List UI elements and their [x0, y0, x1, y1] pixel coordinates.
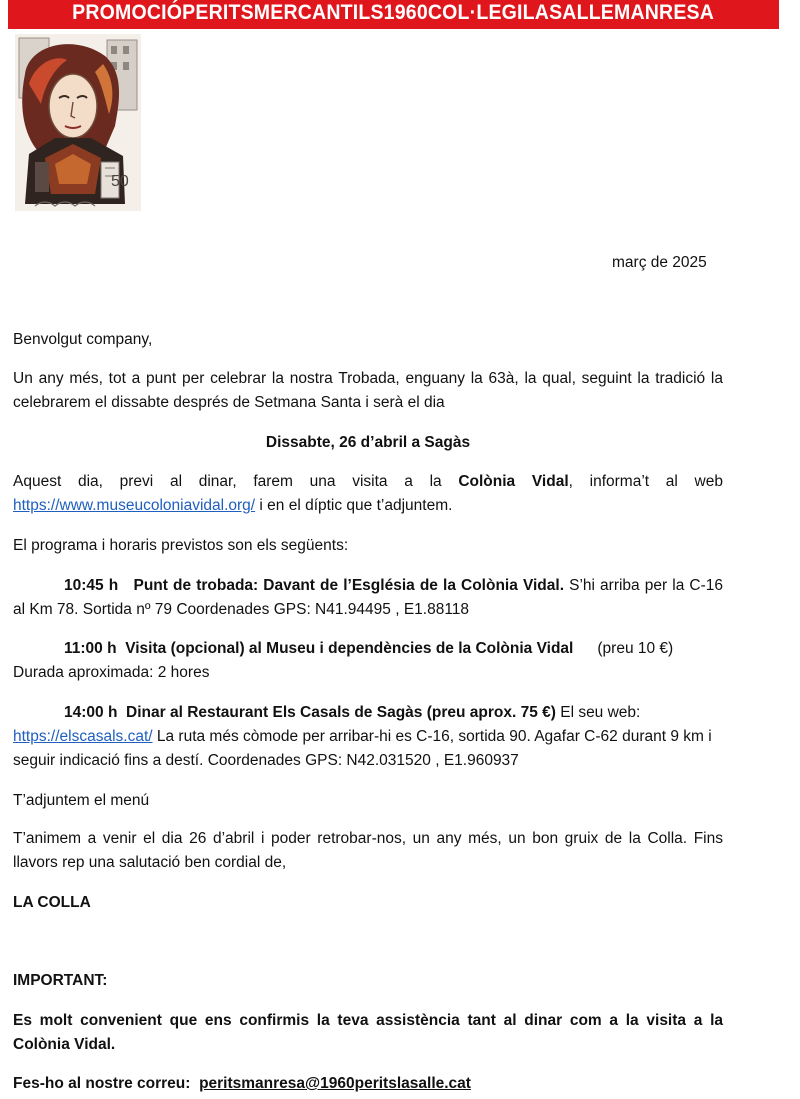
item1-time: 10:45 h	[64, 577, 119, 594]
item3-title: Dinar al Restaurant Els Casals de Sagàs (preu aprox. 75 €)	[126, 704, 556, 721]
header-banner	[8, 0, 779, 29]
item2-title: Visita (opcional) al Museu i dependències de la Colònia Vidal	[125, 640, 574, 657]
item1-title: Punt de trobada: Davant de l’Església de la Colònia Vidal.	[133, 577, 565, 594]
banner-title: PROMOCIÓPERITSMERCANTILS1960COL·LEGILASALLEMANRESA	[72, 1, 715, 24]
item2-price: (preu 10 €)	[597, 640, 674, 657]
program-item-visit	[13, 637, 723, 685]
event-date-heading: Dissabte, 26 d’abril a Sagàs	[265, 434, 471, 451]
colonia-vidal-name: Colònia Vidal	[458, 473, 569, 490]
email-line	[13, 1072, 723, 1096]
letter-date: març de 2025	[612, 254, 707, 271]
item2-time: 11:00 h	[64, 640, 117, 657]
item3-time: 14:00 h	[64, 704, 118, 721]
visit-paragraph	[13, 470, 723, 518]
program-intro: El programa i horaris previstos son els següents:	[13, 537, 349, 554]
email-label: Fes-ho al nostre correu:	[13, 1075, 191, 1092]
greeting: Benvolgut company,	[13, 331, 153, 348]
promotion-logo	[15, 34, 141, 211]
museum-website-link[interactable]: https://www.museucoloniavidal.org/	[13, 497, 256, 514]
email-address-link[interactable]: peritsmanresa@1960peritslasalle.cat	[199, 1075, 471, 1092]
item1-details: S’hi arriba per la C-16 al Km 78. Sortida nº 79 Coordenades GPS: N41.94495 , E1.88118	[13, 577, 723, 618]
logo-illustration	[15, 34, 141, 211]
important-heading: IMPORTANT:	[13, 972, 108, 989]
logo-number: 50	[111, 173, 129, 190]
visit-text-pre: Aquest dia, previ al dinar, farem una visita a la	[13, 473, 459, 490]
item3-web-label: El seu web:	[555, 704, 641, 721]
important-text: Es molt convenient que ens confirmis la teva assistència tant al dinar com a la visita a la Colònia Vidal.	[13, 1012, 723, 1053]
item2-duration: Durada aproximada: 2 hores	[13, 664, 210, 681]
program-item-lunch	[13, 701, 723, 773]
visit-text-post: i en el díptic que t’adjuntem.	[255, 497, 453, 514]
signature: LA COLLA	[13, 894, 91, 911]
restaurant-website-link[interactable]: https://elscasals.cat/	[13, 728, 153, 745]
menu-note: T’adjuntem el menú	[13, 792, 150, 809]
item3-details: La ruta més còmode per arribar-hi es C-16, sortida 90. Agafar C-62 durant 9 km i seguir indicació fins a destí. Coordenades GPS: N42.031520 , E1.960937	[13, 728, 712, 769]
program-item-meeting	[13, 574, 723, 622]
closing-paragraph: T’animem a venir el dia 26 d’abril i poder retrobar-nos, un any més, un bon gruix de la Colla. Fins llavors rep una salutació ben cordial de,	[13, 830, 723, 871]
visit-text-mid: , informa’t al web	[568, 473, 723, 490]
intro-paragraph: Un any més, tot a punt per celebrar la nostra Trobada, enguany la 63à, la qual, seguint la tradició la celebrarem el dissabte després de Setmana Santa i serà el dia	[13, 370, 723, 411]
